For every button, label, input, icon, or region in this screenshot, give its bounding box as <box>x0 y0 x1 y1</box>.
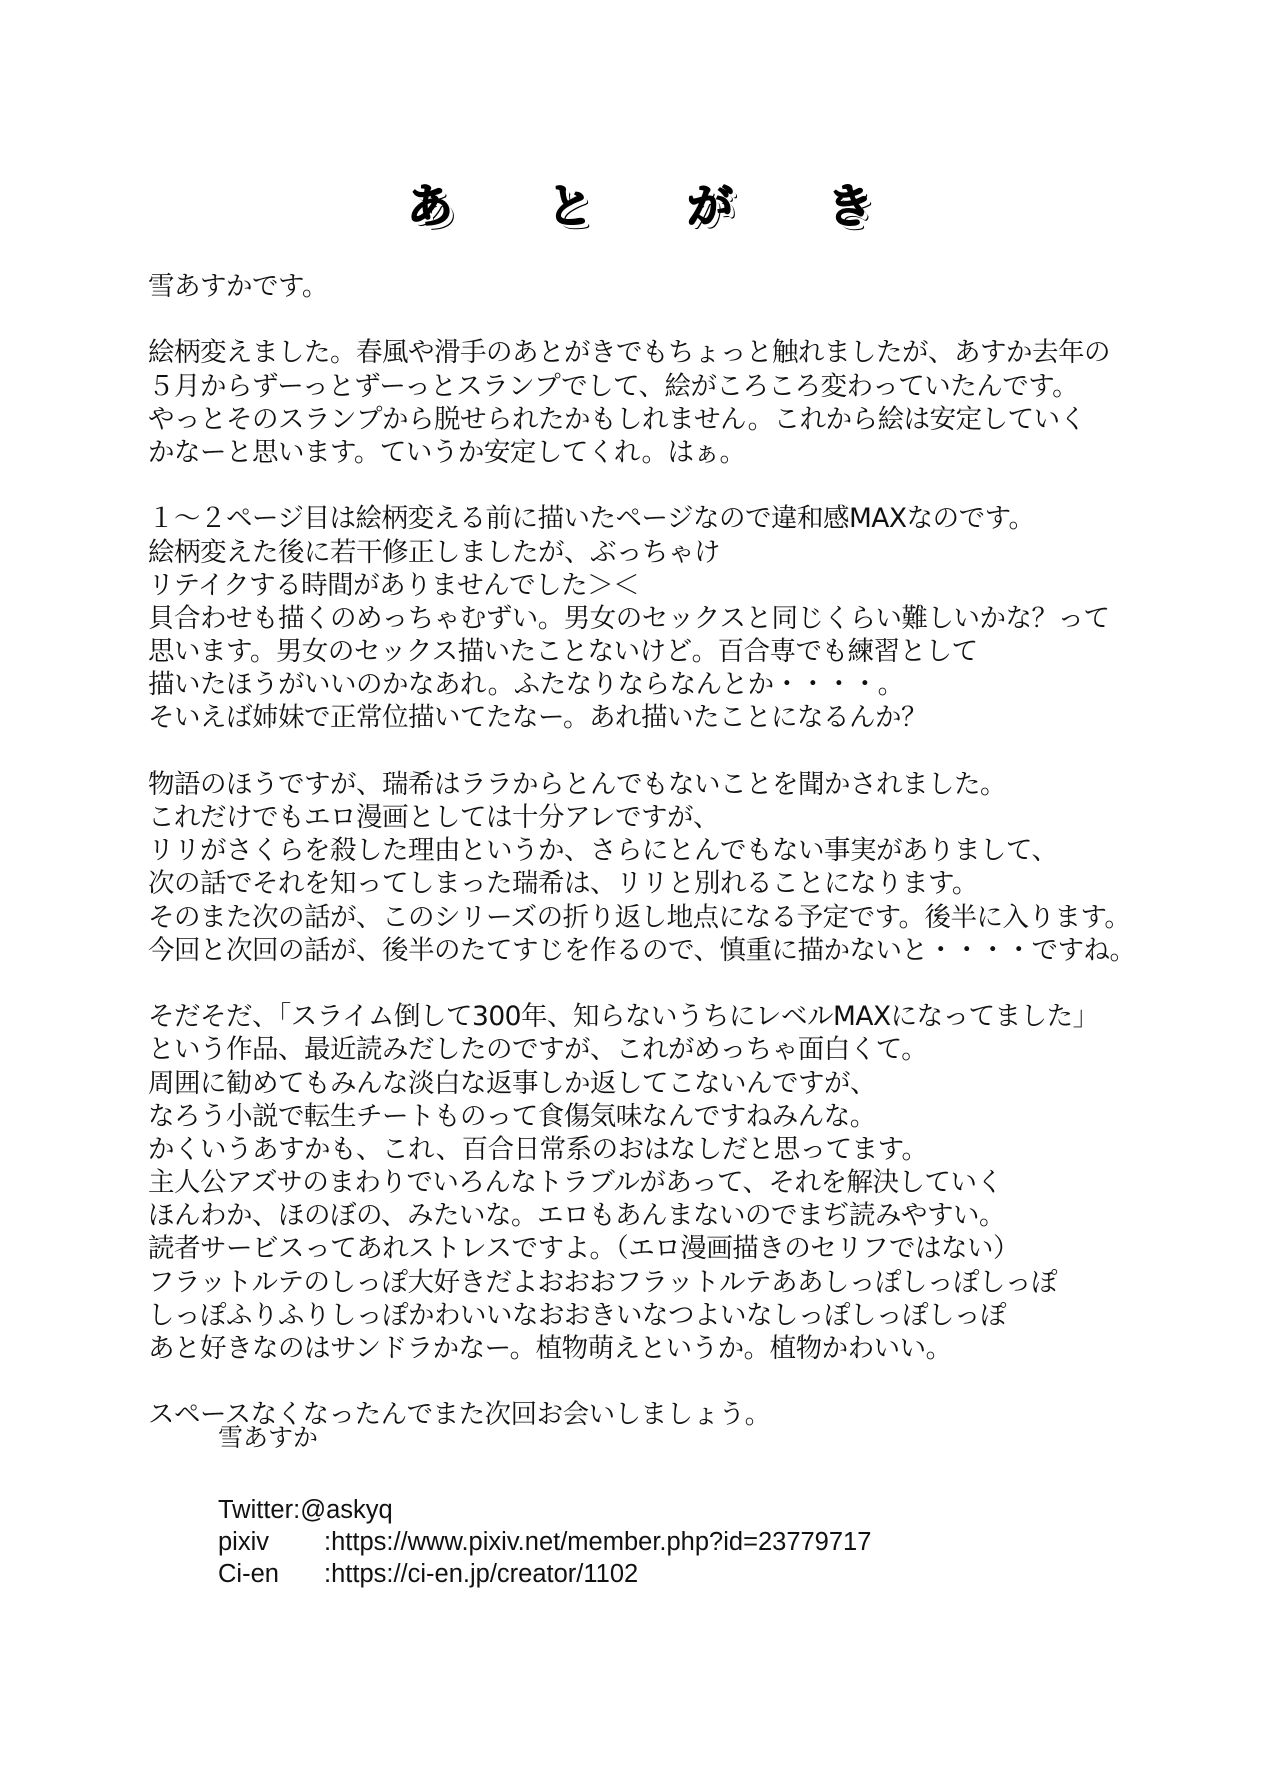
author-links <box>218 1494 871 1590</box>
paragraph-pages <box>148 502 1188 734</box>
text-line: 雪あすかです。 <box>148 271 328 302</box>
link-label: pixiv <box>218 1528 270 1556</box>
link-separator: : <box>324 1560 332 1588</box>
twitter-handle: @askyq <box>300 1496 393 1524</box>
text-line: あと好きなのはサンドラかなー。植物萌えというか。植物かわいい。 <box>148 1333 952 1364</box>
title-char: と <box>547 179 593 233</box>
paragraph-art-style <box>148 336 1188 469</box>
text-line: 周囲に勧めてもみんな淡白な返事しか返してこないんですが、 <box>148 1067 876 1099</box>
text-line: リリがさくらを殺した理由というか、さらにとんでもない事実がありまして、 <box>148 835 1058 867</box>
author-signature: 雪あすか <box>218 1423 319 1452</box>
text-line: かくいうあすかも、これ、百合日常系のおはなしだと思ってます。 <box>148 1133 928 1165</box>
text-line: 次の話でそれを知ってしまった瑞希は、リリと別れることになります。 <box>148 868 978 900</box>
link-row-twitter <box>218 1494 871 1526</box>
text-line: これだけでもエロ漫画としては十分アレですが、 <box>148 802 719 833</box>
text-line: 読者サービスってあれストレスですよ。（エロ漫画描きのセリフではない） <box>148 1233 1020 1265</box>
text-line: 描いたほうがいいのかなあれ。ふたなりならなんとか・・・・。 <box>148 669 904 701</box>
title-char: き <box>827 179 873 233</box>
text-line: という作品、最近読みだしたのですが、これがめっちゃ面白くて。 <box>148 1034 928 1066</box>
text-line: 絵柄変えました。春風や滑手のあとがきでもちょっと触れましたが、あすか去年の <box>148 337 1110 369</box>
title-char: が <box>687 179 733 233</box>
text-line: 貝合わせも描くのめっちゃむずい。男女のセックスと同じくらい難しいかな？って <box>148 602 1110 634</box>
text-line: 思います。男女のセックス描いたことないけど。百合専でも練習として <box>148 636 978 668</box>
text-line: 絵柄変えた後に若干修正しましたが、ぶっちゃけ <box>148 536 720 568</box>
paragraph-greeting <box>148 270 1188 303</box>
text-line: そのまた次の話が、このシリーズの折り返し地点になる予定です。後半に入ります。 <box>148 901 1131 933</box>
link-separator: : <box>324 1528 332 1556</box>
title-char: あ <box>407 179 453 233</box>
text-line: 主人公アズサのまわりでいろんなトラブルがあって、それを解決していく <box>148 1167 1003 1199</box>
text-line: ほんわか、ほのぼの、みたいな。エロもあんまないのでまぢ読みやすい。 <box>148 1200 1005 1232</box>
cien-url: https://ci-en.jp/creator/1102 <box>331 1560 639 1588</box>
text-line: なろう小説で転生チートものって食傷気味なんですねみんな。 <box>148 1100 876 1132</box>
text-line: そいえば姉妹で正常位描いてたなー。あれ描いたことになるんか？ <box>148 702 927 734</box>
link-label: Twitter <box>218 1496 294 1524</box>
text-line: 今回と次回の話が、後半のたてすじを作るので、慎重に描かないと・・・・ですね。 <box>148 934 1136 966</box>
page-title <box>0 178 1280 234</box>
text-line: しっぽふりふりしっぽかわいいなおおきいなつよいなしっぽしっぽしっぽ <box>148 1299 1006 1331</box>
afterword-body <box>148 270 1188 1465</box>
text-line: ５月からずーっとずーっとスランプでして、絵がころころ変わっていたんです。 <box>148 370 1079 402</box>
link-row-pixiv <box>218 1526 871 1558</box>
link-row-cien <box>218 1558 871 1590</box>
text-line: かなーと思います。ていうか安定してくれ。はぁ。 <box>148 436 746 468</box>
link-separator: : <box>293 1496 301 1524</box>
text-line: 物語のほうですが、瑞希はララからとんでもないことを聞かされました。 <box>148 768 1006 800</box>
paragraph-recommendation <box>148 1000 1188 1365</box>
paragraph-story <box>148 768 1188 967</box>
pixiv-url: https://www.pixiv.net/member.php?id=23779717 <box>331 1528 872 1556</box>
text-line: そだそだ、「スライム倒して300年、知らないうちにレベルMAXになってました」 <box>148 1001 1099 1033</box>
text-line: スペースなくなったんでまた次回お会いしましょう。 <box>148 1399 771 1431</box>
text-line: １～２ページ目は絵柄変える前に描いたページなので違和感MAXなのです。 <box>148 503 1035 535</box>
text-line: フラットルテのしっぽ大好きだよおおおフラットルテああしっぽしっぽしっぽ <box>148 1266 1057 1298</box>
text-line: リテイクする時間がありませんでした＞＜ <box>148 569 640 601</box>
text-line: やっとそのスランプから脱せられたかもしれません。これから絵は安定していく <box>148 403 1086 435</box>
link-label: Ci-en <box>218 1560 279 1588</box>
